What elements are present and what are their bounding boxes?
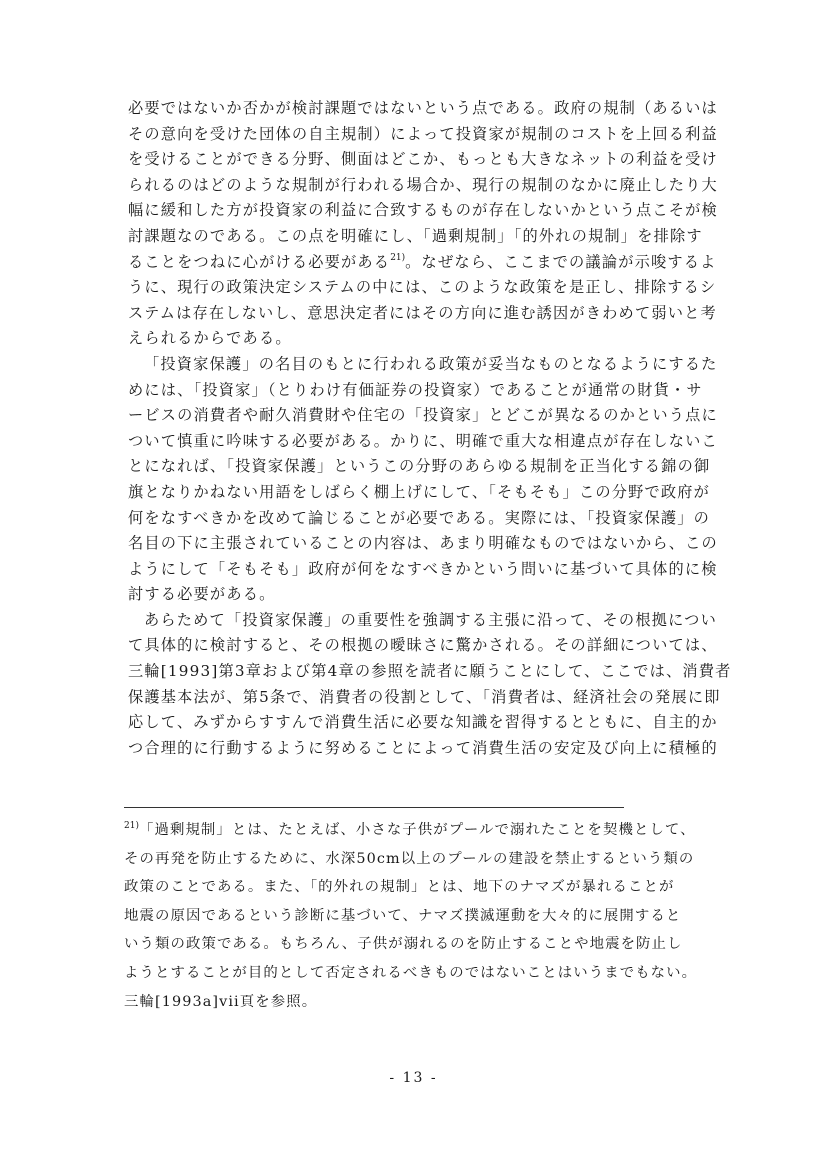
footnote-block [124,816,734,1016]
paragraph-1-line-7-before: ることをつねに心がける必要がある [128,252,391,271]
footnote-line-7: 三輪[1993a]vii頁を参照。 [124,993,318,1010]
paragraph-2-line-5: とになれば、「投資家保護」というこの分野のあらゆる規制を正当化する錦の御 [128,457,711,476]
footnote-line-3: 政策のことである。また、「的外れの規制」とは、地下のナマズが暴れることが [124,879,675,896]
paragraph-3-line-2: て具体的に検討すると、その根拠の曖昧さに驚かされる。その詳細については、 [128,636,718,655]
paragraph-1-line-3: を受けることができる分野、側面はどこか、もっとも大きなネットの利益を受け [128,150,718,169]
paragraph-3-line-4: 保護基本法が、第5条で、消費者の役割として、「消費者は、経済社会の発展に即 [128,687,721,706]
paragraph-3-line-3: 三輪[1993]第3章および第4章の参照を読者に願うことにして、ここでは、消費者 [128,662,732,681]
paragraph-1-line-1: 必要ではないか否かが検討課題ではないという点である。政府の規制（あるいは [128,99,718,117]
paragraph-3-line-1: あらためて「投資家保護」の重要性を強調する主張に沿って、その根拠につい [144,610,717,629]
footnote-mark: 21) [124,821,139,831]
footnote-line-1 [124,816,734,845]
main-body-text [128,96,732,761]
paragraph-1-line-10: えられるからである。 [128,329,292,348]
paragraph-1-line-2: その意向を受けた団体の自主規制）によって投資家が規制のコストを上回る利益 [128,124,718,143]
paragraph-2-line-1: 「投資家保護」の名目のもとに行われる政策が妥当なものとなるようにするた [144,354,718,373]
footnote-line-2: その再発を防止するために、水深50cm以上のプールの建設を禁止するという類の [124,850,695,867]
paragraph-1-line-7-after: 。なぜなら、ここまでの議論が示唆するよ [405,252,717,271]
paragraph-3-line-5: 応して、みずからすすんで消費生活に必要な知識を習得するとともに、自主的か [128,713,718,732]
paragraph-2-line-7: 何をなすべきかを改めて論じることが必要である。実際には、「投資家保護」の [128,508,711,527]
page-number: - 13 - [389,1070,438,1086]
paragraph-2-line-3: ービスの消費者や耐久消費財や住宅の「投資家」とどこが異なるのかという点に [128,406,718,425]
paragraph-1-line-9: ステムは存在しないし、意思決定者にはその方向に進む誘因がきわめて弱いと考 [128,303,717,322]
paragraph-2-line-6: 旗となりかねない用語をしばらく棚上げにして、「そもそも」この分野で政府が [128,482,711,501]
paragraph-1-line-4: られるのはどのような規制が行われる場合か、現行の規制のなかに廃止したり大 [128,175,718,194]
paragraph-2-line-8: 名目の下に主張されていることの内容は、あまり明確なものではないから、この [128,534,718,553]
footnote-line-6: ようとすることが目的として否定されるべきものではないことはいうまでもない。 [124,964,698,981]
footnote-reference[interactable]: 21) [390,252,406,263]
paragraph-1-line-5: 幅に緩和した方が投資家の利益に合致するものが存在しないかという点こそが検 [128,201,718,220]
footnote-line-1-text: 「過剰規制」とは、たとえば、小さな子供がプールで溺れたことを契機として、 [138,822,696,838]
footnote-divider [124,807,624,808]
paragraph-1-line-7 [128,250,717,276]
footnote-line-4: 地震の原因であるという診断に基づいて、ナマズ撲滅運動を大々的に展開すると [124,907,682,924]
footnote-line-5: いう類の政策である。もちろん、子供が溺れるのを防止することや地震を防止し [124,936,683,953]
paragraph-1-line-8: うに、現行の政策決定システムの中には、このような政策を是正し、排除するシ [128,278,717,297]
paragraph-1-line-6: 討課題なのである。この点を明確にし、「過剰規制」「的外れの規制」を排除す [128,226,703,245]
paragraph-2-line-9: ようにして「そもそも」政府が何をなすべきかという問いに基づいて具体的に検 [128,559,718,578]
paragraph-2-line-2: めには、「投資家」（とりわけ有価証券の投資家）であることが通常の財貨・サ [128,380,703,399]
paragraph-2-line-4: ついて慎重に吟味する必要がある。かりに、明確で重大な相違点が存在しないこ [128,431,718,450]
paragraph-3-line-6: つ合理的に行動するように努めることによって消費生活の安定及び向上に積極的 [128,738,718,757]
paragraph-2-line-10: 討する必要がある。 [128,585,276,604]
